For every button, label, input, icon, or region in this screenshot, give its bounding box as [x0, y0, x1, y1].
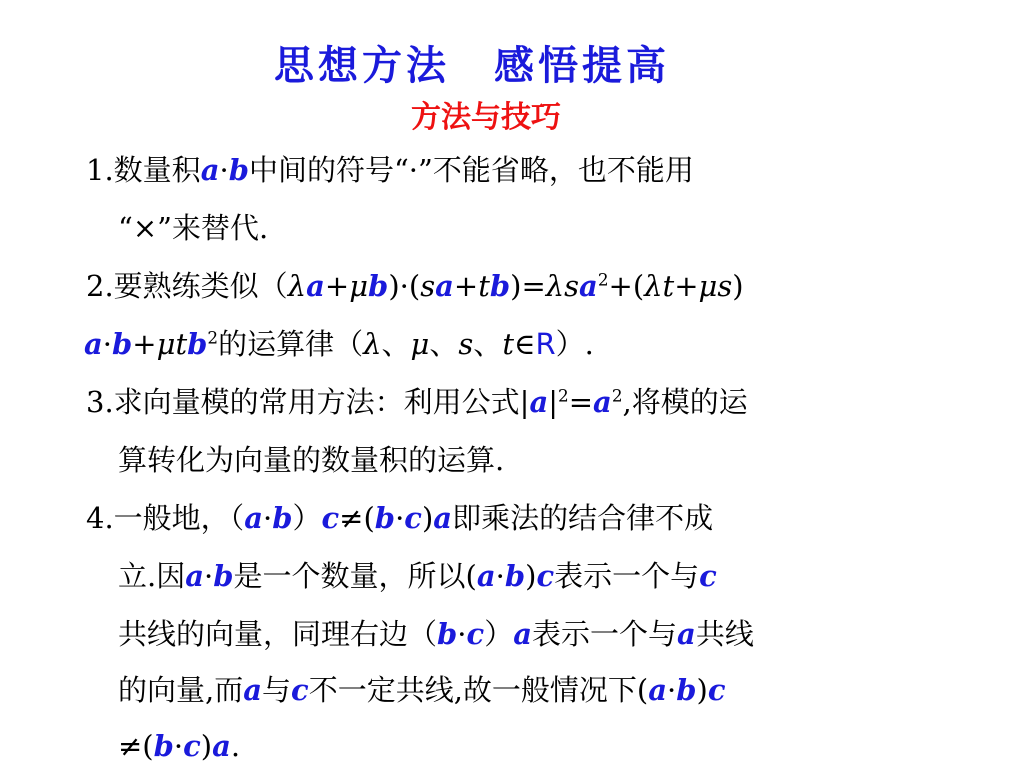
dot-operator: ·	[395, 501, 405, 535]
item-4-line-2	[118, 556, 717, 596]
text: 表示一个与	[554, 559, 700, 593]
text: 的运算律（	[218, 327, 364, 361]
item-3-line-2: 算转化为向量的数量积的运算.	[118, 443, 505, 477]
text: 是一个数量，所以(	[233, 559, 477, 593]
plus: +	[453, 269, 479, 303]
text: )	[525, 559, 537, 593]
text: |	[548, 385, 559, 419]
plus: +	[324, 269, 350, 303]
text: 要熟练类似（	[113, 269, 288, 303]
text: )=	[510, 269, 546, 303]
text: 即乘法的结合律不成	[452, 501, 714, 535]
scalar-t: t	[662, 269, 675, 303]
vector-b: b	[112, 327, 133, 361]
slide-subtitle: 方法与技巧	[411, 100, 561, 135]
dot-operator: ·	[204, 559, 214, 593]
vector-a: a	[513, 617, 532, 651]
text: ,将模的运	[622, 385, 748, 419]
vector-b: b	[228, 153, 249, 187]
equals: =	[568, 385, 594, 419]
dot-operator: ·	[457, 617, 467, 651]
vector-b: b	[187, 327, 208, 361]
vector-a: a	[84, 327, 103, 361]
scalar-s: s	[717, 269, 733, 303]
vector-c: c	[321, 501, 340, 535]
exponent: 2	[597, 269, 609, 290]
vector-a: a	[185, 559, 205, 593]
vector-a: a	[476, 559, 496, 593]
element-of: ∈	[513, 327, 536, 361]
text: 与	[262, 673, 292, 707]
vector-a: a	[677, 617, 696, 651]
vector-c: c	[404, 501, 422, 535]
vector-c: c	[707, 673, 726, 707]
item-4-line-4	[118, 670, 726, 710]
slide-title: 思想方法 感悟提高	[274, 42, 670, 89]
vector-a: a	[433, 501, 453, 535]
separator: 、	[429, 327, 459, 361]
vector-b: b	[368, 269, 389, 303]
vector-a: a	[529, 385, 549, 419]
vector-a: a	[244, 501, 263, 535]
dot-operator: ·	[102, 327, 113, 361]
separator: 、	[381, 327, 411, 361]
dot-operator: ·	[262, 501, 273, 535]
text: 共线	[695, 617, 754, 651]
mu: μ	[349, 269, 369, 303]
dot-operator: ·	[219, 153, 229, 187]
vector-b: b	[213, 559, 234, 593]
vector-c: c	[466, 617, 485, 651]
text: ）	[484, 617, 514, 651]
text: )·(	[388, 269, 421, 303]
vector-b: b	[153, 729, 174, 763]
exponent: 2	[207, 327, 219, 348]
mu: μ	[156, 327, 176, 361]
scalar-s: s	[420, 269, 436, 303]
separator: 、	[473, 327, 503, 361]
text: 数量积	[113, 153, 201, 187]
text: 的向量,而	[118, 673, 244, 707]
exponent: 2	[611, 385, 623, 406]
text: 一般地，（	[113, 501, 245, 535]
item-4-line-1	[86, 498, 713, 538]
vector-b: b	[272, 501, 293, 535]
item-2-line-2	[84, 324, 594, 364]
text: 表示一个与	[532, 617, 678, 651]
text: ≠(	[339, 501, 375, 535]
text: 立.因	[118, 559, 186, 593]
text: )	[200, 729, 213, 763]
item-number: 4.	[86, 501, 114, 535]
lambda: λ	[363, 327, 382, 361]
text: )	[421, 501, 434, 535]
vector-a: a	[212, 729, 231, 763]
vector-b: b	[676, 673, 697, 707]
vector-c: c	[291, 673, 309, 707]
vector-a: a	[306, 269, 325, 303]
item-4-line-3	[118, 614, 754, 654]
item-number: 2.	[86, 269, 114, 303]
text: 中间的符号“·”不能省略，也不能用	[248, 153, 694, 187]
lambda: λ	[545, 269, 565, 303]
item-number: 1.	[86, 153, 114, 187]
item-3-line-1	[86, 382, 748, 422]
dot-operator: ·	[495, 559, 505, 593]
item-1-line-1	[86, 150, 694, 190]
text: +(	[608, 269, 645, 303]
item-1-line-2: “×”来替代.	[118, 211, 269, 245]
item-number: 3.	[86, 385, 114, 419]
mu: μ	[698, 269, 718, 303]
scalar-s: s	[564, 269, 580, 303]
item-4-line-5	[118, 726, 240, 766]
vector-a: a	[200, 153, 220, 187]
scalar-t: t	[478, 269, 490, 303]
text: ）	[292, 501, 322, 535]
vector-b: b	[489, 269, 511, 303]
text: ≠(	[118, 729, 154, 763]
text: )	[732, 269, 744, 303]
vector-a: a	[435, 269, 454, 303]
vector-b: b	[504, 559, 526, 593]
vector-c: c	[536, 559, 555, 593]
item-2-line-1	[86, 266, 744, 306]
vector-a: a	[648, 673, 668, 707]
text: 不一定共线,故一般情况下(	[308, 673, 649, 707]
scalar-t: t	[502, 327, 514, 361]
vector-c: c	[183, 729, 201, 763]
dot-operator: ·	[173, 729, 184, 763]
text: )	[696, 673, 708, 707]
text: ）.	[555, 327, 594, 361]
vector-a: a	[579, 269, 598, 303]
exponent: 2	[558, 385, 569, 406]
vector-b: b	[374, 501, 396, 535]
mu: μ	[410, 327, 430, 361]
dot-operator: ·	[667, 673, 677, 707]
scalar-t: t	[175, 327, 188, 361]
plus: +	[132, 327, 157, 361]
text: 共线的向量，同理右边（	[118, 617, 438, 651]
vector-a: a	[243, 673, 263, 707]
scalar-s: s	[458, 327, 474, 361]
vector-b: b	[437, 617, 458, 651]
plus: +	[674, 269, 699, 303]
text: .	[230, 729, 241, 763]
real-set-R: R	[535, 327, 556, 361]
vector-a: a	[593, 385, 612, 419]
vector-c: c	[699, 559, 717, 593]
lambda: λ	[644, 269, 663, 303]
text: 求向量模的常用方法：利用公式|	[113, 385, 530, 419]
lambda: λ	[287, 269, 307, 303]
